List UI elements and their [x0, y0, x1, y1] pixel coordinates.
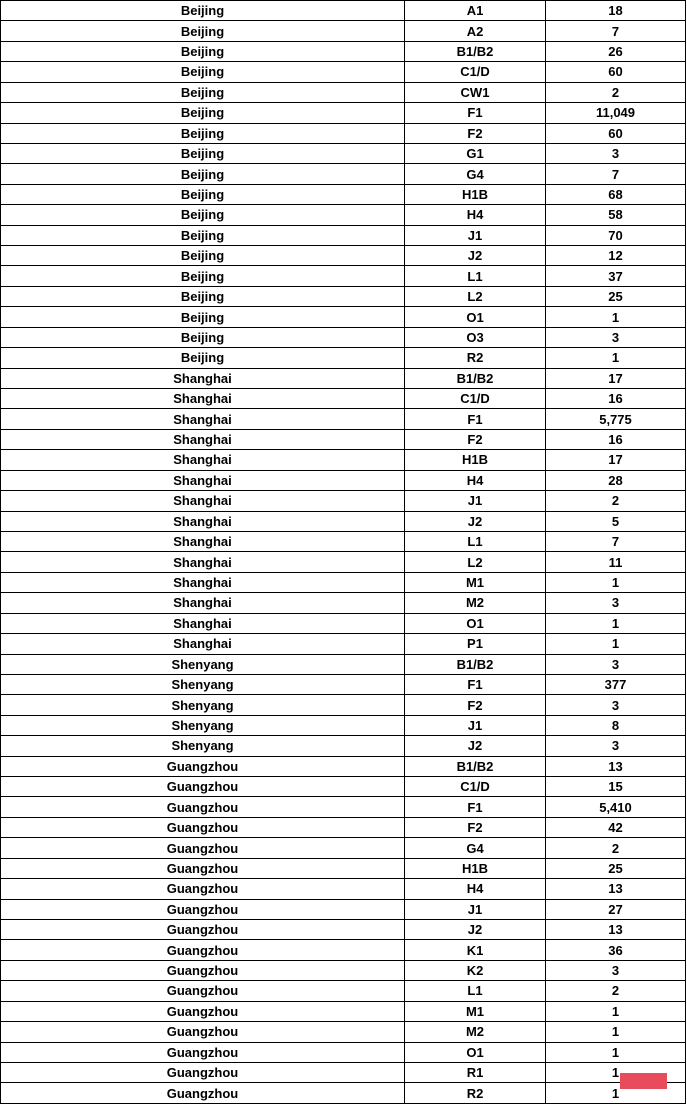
visa-class-cell: B1/B2: [405, 368, 546, 388]
visa-class-cell: J2: [405, 511, 546, 531]
count-cell: 37: [546, 266, 686, 286]
table-row: [1, 286, 686, 306]
visa-class-cell: J1: [405, 491, 546, 511]
post-cell: Guangzhou: [1, 756, 405, 776]
post-cell: Guangzhou: [1, 797, 405, 817]
count-cell: 1: [546, 1083, 686, 1103]
visa-class-cell: H4: [405, 470, 546, 490]
visa-class-cell: B1/B2: [405, 756, 546, 776]
post-cell: Shanghai: [1, 450, 405, 470]
count-cell: 60: [546, 62, 686, 82]
table-row: [1, 143, 686, 163]
post-cell: Shanghai: [1, 593, 405, 613]
count-cell: 25: [546, 858, 686, 878]
count-cell: 17: [546, 368, 686, 388]
count-cell: 377: [546, 674, 686, 694]
post-cell: Beijing: [1, 307, 405, 327]
visa-class-cell: F2: [405, 429, 546, 449]
table-row: [1, 103, 686, 123]
visa-class-cell: CW1: [405, 82, 546, 102]
post-cell: Beijing: [1, 266, 405, 286]
table-row: [1, 164, 686, 184]
table-row: [1, 368, 686, 388]
post-cell: Shenyang: [1, 715, 405, 735]
visa-class-cell: F1: [405, 409, 546, 429]
table-row: [1, 960, 686, 980]
visa-class-cell: A1: [405, 1, 546, 21]
count-cell: 2: [546, 838, 686, 858]
table-row: [1, 123, 686, 143]
count-cell: 1: [546, 572, 686, 592]
visa-class-cell: L1: [405, 531, 546, 551]
visa-class-cell: O1: [405, 1042, 546, 1062]
table-row: [1, 1022, 686, 1042]
count-cell: 1: [546, 307, 686, 327]
visa-class-cell: B1/B2: [405, 41, 546, 61]
count-cell: 1: [546, 634, 686, 654]
count-cell: 3: [546, 695, 686, 715]
post-cell: Shanghai: [1, 389, 405, 409]
table-row: [1, 205, 686, 225]
post-cell: Beijing: [1, 123, 405, 143]
table-body: [1, 1, 686, 1104]
count-cell: 36: [546, 940, 686, 960]
count-cell: 3: [546, 327, 686, 347]
count-cell: 18: [546, 1, 686, 21]
count-cell: 1: [546, 1001, 686, 1021]
post-cell: Guangzhou: [1, 981, 405, 1001]
visa-class-cell: M1: [405, 572, 546, 592]
table-row: [1, 511, 686, 531]
table-row: [1, 777, 686, 797]
visa-class-cell: J2: [405, 919, 546, 939]
count-cell: 60: [546, 123, 686, 143]
table-row: [1, 450, 686, 470]
post-cell: Guangzhou: [1, 879, 405, 899]
post-cell: Guangzhou: [1, 919, 405, 939]
count-cell: 15: [546, 777, 686, 797]
table-row: [1, 593, 686, 613]
post-cell: Beijing: [1, 143, 405, 163]
table-row: [1, 572, 686, 592]
count-cell: 2: [546, 981, 686, 1001]
visa-class-cell: L2: [405, 552, 546, 572]
post-cell: Beijing: [1, 103, 405, 123]
count-cell: 11: [546, 552, 686, 572]
post-cell: Beijing: [1, 327, 405, 347]
post-cell: Shenyang: [1, 654, 405, 674]
table-row: [1, 613, 686, 633]
post-cell: Shanghai: [1, 470, 405, 490]
visa-class-cell: K2: [405, 960, 546, 980]
table-row: [1, 225, 686, 245]
post-cell: Guangzhou: [1, 899, 405, 919]
post-cell: Guangzhou: [1, 1042, 405, 1062]
post-cell: Beijing: [1, 21, 405, 41]
table-row: [1, 981, 686, 1001]
post-cell: Beijing: [1, 164, 405, 184]
post-cell: Beijing: [1, 205, 405, 225]
count-cell: 68: [546, 184, 686, 204]
visa-class-cell: O1: [405, 613, 546, 633]
post-cell: Shanghai: [1, 613, 405, 633]
count-cell: 3: [546, 654, 686, 674]
count-cell: 2: [546, 82, 686, 102]
table-row: [1, 1083, 686, 1103]
count-cell: 16: [546, 429, 686, 449]
table-row: [1, 246, 686, 266]
post-cell: Shenyang: [1, 736, 405, 756]
post-cell: Guangzhou: [1, 858, 405, 878]
table-row: [1, 817, 686, 837]
visa-class-cell: F1: [405, 797, 546, 817]
table-row: [1, 552, 686, 572]
visa-class-cell: C1/D: [405, 62, 546, 82]
visa-class-cell: R1: [405, 1062, 546, 1082]
visa-class-cell: M2: [405, 593, 546, 613]
table-row: [1, 1001, 686, 1021]
visa-class-cell: J1: [405, 225, 546, 245]
count-cell: 1: [546, 613, 686, 633]
visa-class-cell: C1/D: [405, 777, 546, 797]
visa-class-cell: G4: [405, 164, 546, 184]
count-cell: 70: [546, 225, 686, 245]
post-cell: Guangzhou: [1, 940, 405, 960]
visa-class-cell: H1B: [405, 450, 546, 470]
visa-class-cell: F1: [405, 674, 546, 694]
visa-class-cell: C1/D: [405, 389, 546, 409]
visa-class-cell: J2: [405, 736, 546, 756]
count-cell: 1: [546, 1042, 686, 1062]
visa-class-cell: H1B: [405, 858, 546, 878]
table-row: [1, 348, 686, 368]
table-row: [1, 674, 686, 694]
post-cell: Shanghai: [1, 634, 405, 654]
table-row: [1, 756, 686, 776]
count-cell: 7: [546, 164, 686, 184]
table-row: [1, 531, 686, 551]
table-row: [1, 82, 686, 102]
table-row: [1, 715, 686, 735]
count-cell: 13: [546, 919, 686, 939]
table-row: [1, 62, 686, 82]
count-cell: 1: [546, 1062, 686, 1082]
post-cell: Beijing: [1, 225, 405, 245]
visa-class-cell: K1: [405, 940, 546, 960]
count-cell: 8: [546, 715, 686, 735]
visa-class-cell: F2: [405, 123, 546, 143]
post-cell: Beijing: [1, 82, 405, 102]
visa-class-cell: O3: [405, 327, 546, 347]
table-row: [1, 1062, 686, 1082]
table-row: [1, 736, 686, 756]
visa-class-cell: F2: [405, 695, 546, 715]
visa-class-cell: R2: [405, 348, 546, 368]
count-cell: 3: [546, 143, 686, 163]
visa-class-cell: J2: [405, 246, 546, 266]
visa-class-cell: L2: [405, 286, 546, 306]
table-row: [1, 307, 686, 327]
post-cell: Guangzhou: [1, 838, 405, 858]
post-cell: Beijing: [1, 286, 405, 306]
count-cell: 26: [546, 41, 686, 61]
visa-class-cell: M2: [405, 1022, 546, 1042]
table-row: [1, 429, 686, 449]
table-row: [1, 491, 686, 511]
count-cell: 25: [546, 286, 686, 306]
visa-class-cell: O1: [405, 307, 546, 327]
visa-class-cell: J1: [405, 715, 546, 735]
post-cell: Guangzhou: [1, 1022, 405, 1042]
count-cell: 17: [546, 450, 686, 470]
post-cell: Beijing: [1, 41, 405, 61]
post-cell: Shanghai: [1, 511, 405, 531]
post-cell: Shanghai: [1, 491, 405, 511]
count-cell: 3: [546, 960, 686, 980]
table-row: [1, 1, 686, 21]
count-cell: 11,049: [546, 103, 686, 123]
count-cell: 13: [546, 756, 686, 776]
table-row: [1, 266, 686, 286]
table-row: [1, 21, 686, 41]
count-cell: 5,775: [546, 409, 686, 429]
visa-class-cell: L1: [405, 266, 546, 286]
post-cell: Guangzhou: [1, 1062, 405, 1082]
post-cell: Shanghai: [1, 552, 405, 572]
post-cell: Beijing: [1, 62, 405, 82]
count-cell: 5: [546, 511, 686, 531]
redaction-mark: [620, 1073, 667, 1089]
post-cell: Guangzhou: [1, 1001, 405, 1021]
count-cell: 2: [546, 491, 686, 511]
post-cell: Beijing: [1, 184, 405, 204]
visa-class-cell: L1: [405, 981, 546, 1001]
table-row: [1, 389, 686, 409]
post-cell: Beijing: [1, 246, 405, 266]
table-row: [1, 899, 686, 919]
table-row: [1, 940, 686, 960]
visa-class-cell: R2: [405, 1083, 546, 1103]
visa-class-cell: B1/B2: [405, 654, 546, 674]
visa-class-cell: P1: [405, 634, 546, 654]
count-cell: 58: [546, 205, 686, 225]
post-cell: Shenyang: [1, 674, 405, 694]
table-row: [1, 470, 686, 490]
visa-class-cell: A2: [405, 21, 546, 41]
visa-class-cell: H4: [405, 205, 546, 225]
visa-class-cell: H1B: [405, 184, 546, 204]
count-cell: 1: [546, 348, 686, 368]
count-cell: 13: [546, 879, 686, 899]
post-cell: Guangzhou: [1, 817, 405, 837]
visa-class-cell: F1: [405, 103, 546, 123]
table-row: [1, 858, 686, 878]
table-row: [1, 654, 686, 674]
post-cell: Guangzhou: [1, 777, 405, 797]
table-row: [1, 797, 686, 817]
visa-class-cell: M1: [405, 1001, 546, 1021]
table-row: [1, 327, 686, 347]
table-row: [1, 838, 686, 858]
count-cell: 42: [546, 817, 686, 837]
post-cell: Guangzhou: [1, 1083, 405, 1103]
post-cell: Shenyang: [1, 695, 405, 715]
visa-class-cell: H4: [405, 879, 546, 899]
post-cell: Beijing: [1, 1, 405, 21]
count-cell: 12: [546, 246, 686, 266]
count-cell: 5,410: [546, 797, 686, 817]
count-cell: 3: [546, 736, 686, 756]
table-row: [1, 1042, 686, 1062]
count-cell: 28: [546, 470, 686, 490]
count-cell: 16: [546, 389, 686, 409]
post-cell: Shanghai: [1, 429, 405, 449]
count-cell: 7: [546, 531, 686, 551]
table-row: [1, 634, 686, 654]
visa-class-cell: J1: [405, 899, 546, 919]
table-row: [1, 409, 686, 429]
count-cell: 1: [546, 1022, 686, 1042]
visa-class-cell: G1: [405, 143, 546, 163]
table-row: [1, 184, 686, 204]
post-cell: Shanghai: [1, 368, 405, 388]
count-cell: 3: [546, 593, 686, 613]
count-cell: 7: [546, 21, 686, 41]
post-cell: Guangzhou: [1, 960, 405, 980]
post-cell: Beijing: [1, 348, 405, 368]
table-row: [1, 695, 686, 715]
visa-class-cell: G4: [405, 838, 546, 858]
post-cell: Shanghai: [1, 531, 405, 551]
table-row: [1, 919, 686, 939]
table-row: [1, 41, 686, 61]
table-row: [1, 879, 686, 899]
post-cell: Shanghai: [1, 572, 405, 592]
visa-class-cell: F2: [405, 817, 546, 837]
count-cell: 27: [546, 899, 686, 919]
post-cell: Shanghai: [1, 409, 405, 429]
